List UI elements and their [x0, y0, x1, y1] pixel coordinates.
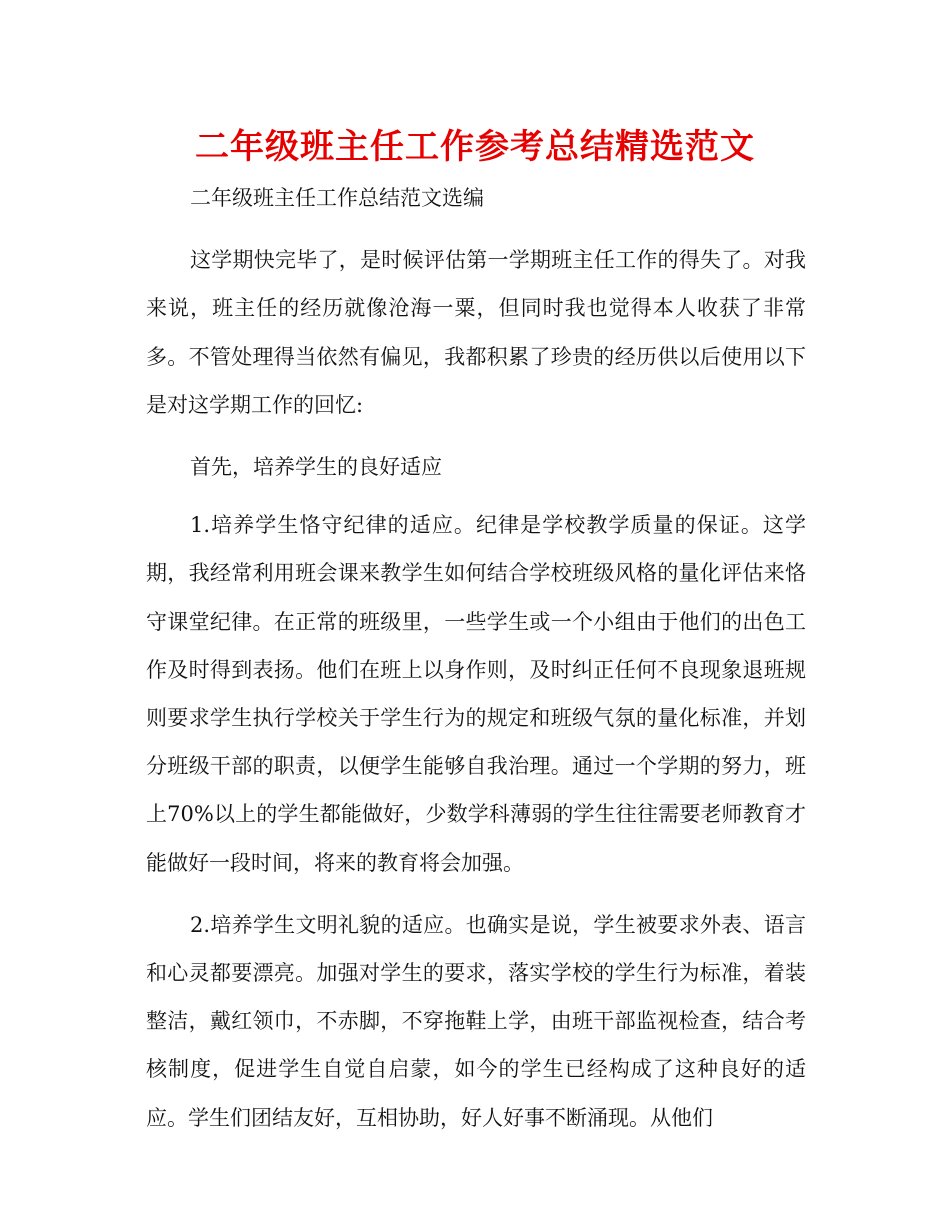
document-body — [146, 174, 806, 1142]
subtitle-paragraph: 二年级班主任工作总结范文选编 — [190, 186, 484, 210]
document-title: 二年级班主任工作参考总结精选范文 — [195, 127, 755, 167]
discipline-paragraph: 1.培养学生恪守纪律的适应。纪律是学校教学质量的保证。这学期，我经常利用班会课来教学生如何结合学校班级风格的量化评估来恪守课堂纪律。在正常的班级里，一些学生或一个小组由于他们的出色工作及时得到表扬。他们在班上以身作则，及时纠正任何不良现象退班规则要求学生执行学校关于学生行为的规定和班级气氛的量化标准，并划分班级干部的职责，以便学生能够自我治理。通过一个学期的努力，班上70%以上的学生都能做好，少数学科薄弱的学生往往需要老师教育才能做好一段时间，将来的教育将会加强。 — [146, 513, 806, 875]
intro-paragraph: 这学期快完毕了，是时候评估第一学期班主任工作的得失了。对我来说，班主任的经历就像沧海一粟，但同时我也觉得本人收获了非常多。不管处理得当依然有偏见，我都积累了珍贵的经历供以后使用以下是对这学期工作的回忆: — [146, 248, 806, 417]
manners-paragraph: 2.培养学生文明礼貌的适应。也确实是说，学生被要求外表、语言和心灵都要漂亮。加强对学生的要求，落实学校的学生行为标准，着装整洁，戴红领巾，不赤脚，不穿拖鞋上学，由班干部监视检查，结合考核制度，促进学生自觉自启蒙，如今的学生已经构成了这种良好的适应。学生们团结友好，互相协助，好人好事不断涌现。从他们 — [146, 912, 806, 1130]
section-heading-paragraph: 首先，培养学生的良好适应 — [190, 455, 442, 480]
